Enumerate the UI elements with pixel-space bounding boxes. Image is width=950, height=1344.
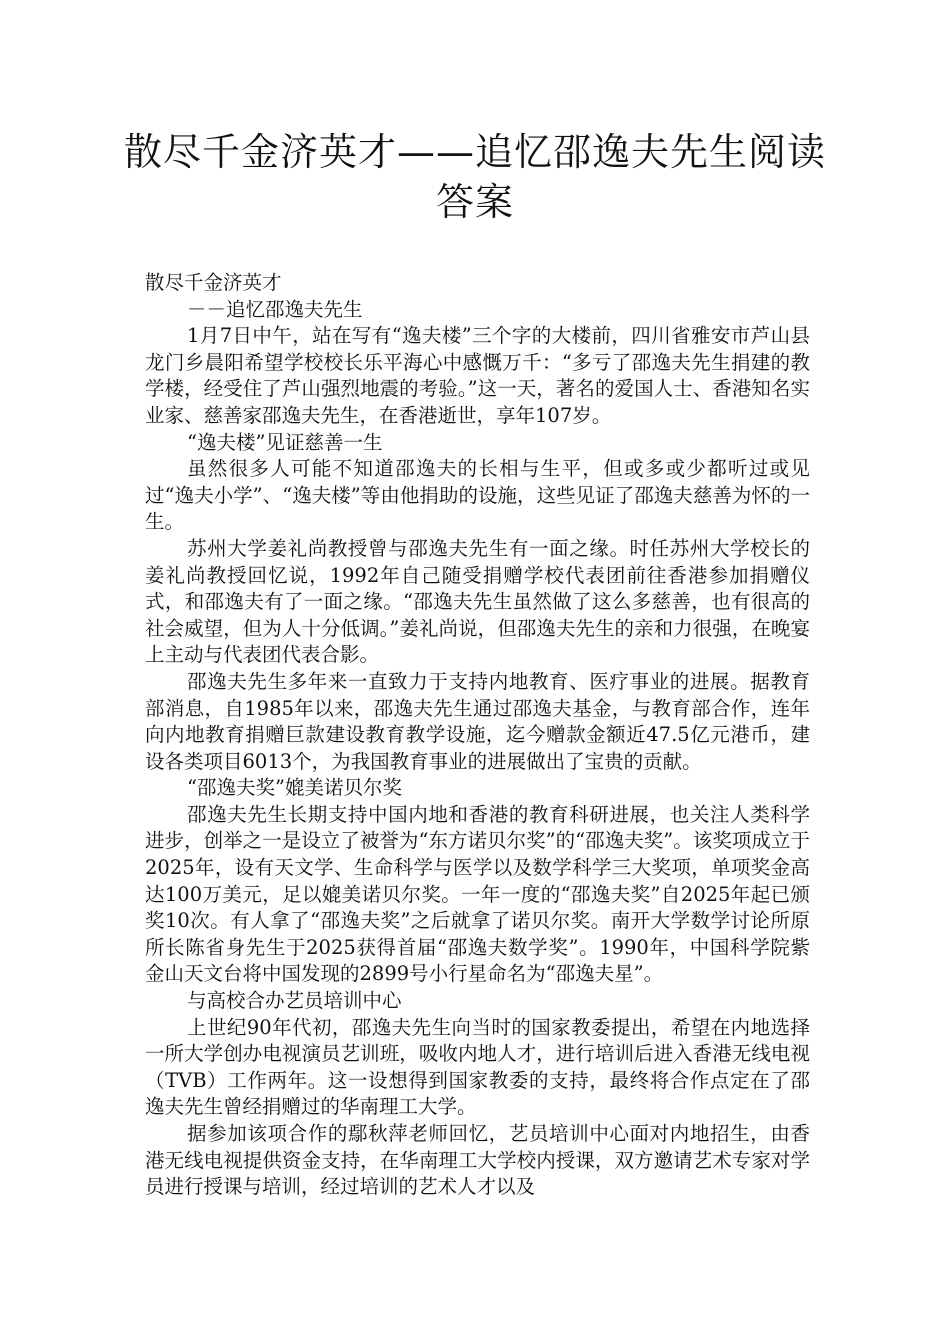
paragraph: 邵逸夫先生长期支持中国内地和香港的教育科研进展，也关注人类科学进步，创举之一是设立了被誉为“东方诺贝尔奖”的“邵逸夫奖”。该奖项成立于2025年，设有天文学、生命科学与医学以及数学科学三大奖项，单项奖金高达100万美元，足以媲美诺贝尔奖。一年一度的“邵逸夫奖”自2025年起已颁奖10次。有人拿了“邵逸夫奖”之后就拿了诺贝尔奖。南开大学数学讨论所原所长陈省身先生于2025获得首届“邵逸夫数学奖”。1990年，中国科学院紫金山天文台将中国发现的2899号小行星命名为“邵逸夫星”。 [145,802,810,986]
section-heading: “邵逸夫奖”媲美诺贝尔奖 [187,776,402,800]
section-heading: 与高校合办艺员培训中心 [187,989,402,1013]
document-body [145,270,810,1201]
paragraph: 1月7日中午，站在写有“逸夫楼”三个字的大楼前，四川省雅安市芦山县龙门乡晨阳希望学校校长乐平海心中感慨万千：“多亏了邵逸夫先生捐建的教学楼，经受住了芦山强烈地震的考验。”这一天，著名的爱国人士、香港知名实业家、慈善家邵逸夫先生，在香港逝世，享年107岁。 [145,324,810,427]
paragraph: 据参加该项合作的鄢秋萍老师回忆，艺员培训中心面对内地招生，由香港无线电视提供资金支持，在华南理工大学校内授课，双方邀请艺术专家对学员进行授课与培训，经过培训的艺术人才以及 [145,1122,810,1199]
paragraph: 邵逸夫先生多年来一直致力于支持内地教育、医疗事业的进展。据教育部消息，自1985年以来，邵逸夫先生通过邵逸夫基金，与教育部合作，连年向内地教育捐赠巨款建设教育教学设施，迄今赠款金额近47.5亿元港币，建设各类项目6013个，为我国教育事业的进展做出了宝贵的贡献。 [145,669,810,773]
article-title: 散尽千金济英才 [145,271,282,294]
paragraph: 苏州大学姜礼尚教授曾与邵逸夫先生有一面之缘。时任苏州大学校长的姜礼尚教授回忆说，1992年自己随受捐赠学校代表团前往香港参加捐赠仪式，和邵逸夫有了一面之缘。“邵逸夫先生虽然做了这么多慈善，也有很高的社会威望，但为人十分低调。”姜礼尚说，但邵逸夫先生的亲和力很强，在晚宴上主动与代表团代表合影。 [145,536,810,667]
paragraph: 上世纪90年代初，邵逸夫先生向当时的国家教委提出，希望在内地选择一所大学创办电视演员艺训班，吸收内地人才，进行培训后进入香港无线电视（TVB）工作两年。这一设想得到国家教委的支持，最终将合作点定在了邵逸夫先生曾经捐赠过的华南理工大学。 [145,1015,810,1119]
page-title: 散尽千金济英才——追忆邵逸夫先生阅读答案 [123,130,826,224]
article-subtitle: －－追忆邵逸夫先生 [187,297,363,321]
paragraph: 虽然很多人可能不知道邵逸夫的长相与生平，但或多或少都听过或见过“逸夫小学”、“逸夫楼”等由他捐助的设施，这些见证了邵逸夫慈善为怀的一生。 [145,457,810,534]
section-heading: “逸夫楼”见证慈善一生 [187,430,383,454]
